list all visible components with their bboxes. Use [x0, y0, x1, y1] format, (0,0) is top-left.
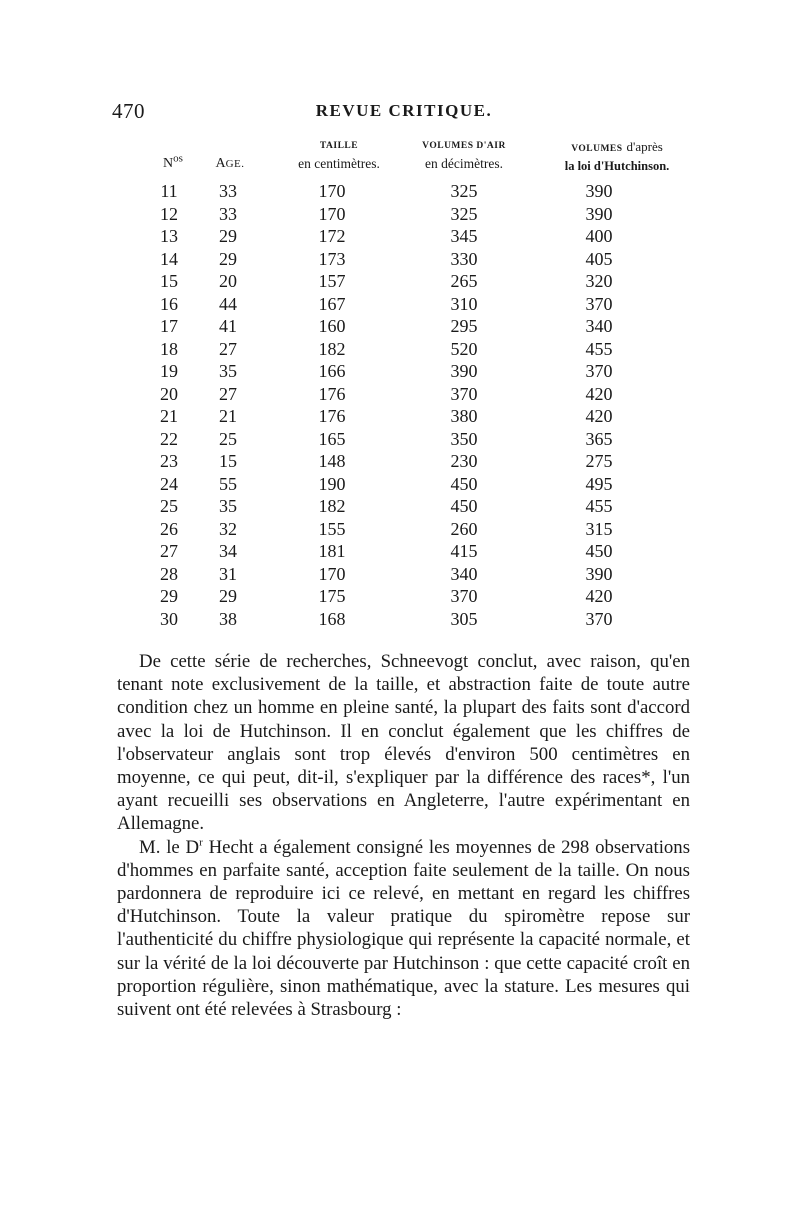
cell-number: 26	[160, 518, 178, 539]
column-header-number	[150, 152, 196, 172]
cell-air-volume: 450	[450, 473, 478, 494]
cell-air-volume: 520	[450, 338, 478, 359]
cell-number: 19	[160, 361, 178, 381]
cell-hutchinson-volume: 420	[585, 406, 613, 426]
cell-hutchinson-volume: 340	[585, 316, 613, 336]
cell-number: 30	[160, 608, 178, 629]
cell-taille: 176	[318, 383, 346, 404]
cell-number: 28	[160, 563, 178, 584]
cell-number: 13	[160, 226, 178, 246]
cell-air-volume: 380	[450, 406, 478, 426]
cell-hutchinson-volume: 400	[585, 226, 613, 246]
table-row	[0, 450, 800, 473]
table-row	[0, 405, 800, 428]
cell-number: 12	[160, 203, 178, 224]
cell-taille: 182	[318, 496, 346, 516]
cell-age: 29	[219, 586, 237, 606]
cell-number: 17	[160, 316, 178, 336]
cell-hutchinson-volume: 455	[585, 338, 613, 359]
table-row	[0, 270, 800, 293]
cell-taille: 170	[318, 181, 346, 201]
page-number: 470	[112, 99, 145, 123]
table-row	[0, 473, 800, 496]
cell-taille: 157	[318, 271, 346, 291]
paragraph-2-sup: r	[199, 836, 203, 849]
table-row	[0, 518, 800, 541]
table-row	[0, 315, 800, 338]
table-row	[0, 225, 800, 248]
cell-taille: 181	[318, 541, 346, 561]
column-header-taille	[262, 138, 416, 172]
cell-hutchinson-volume: 275	[585, 451, 613, 471]
cell-taille: 166	[318, 361, 346, 381]
cell-hutchinson-volume: 390	[585, 563, 613, 584]
cell-taille: 190	[318, 473, 346, 494]
cell-age: 33	[219, 203, 237, 224]
cell-air-volume: 260	[450, 518, 478, 539]
cell-air-volume: 325	[450, 181, 478, 201]
column-header-age	[200, 155, 260, 173]
table-row	[0, 428, 800, 451]
cell-age: 41	[219, 316, 237, 336]
cell-air-volume: 415	[450, 541, 478, 561]
cell-taille: 173	[318, 248, 346, 269]
cell-taille: 168	[318, 608, 346, 629]
cell-taille: 148	[318, 451, 346, 471]
cell-hutchinson-volume: 320	[585, 271, 613, 291]
cell-taille: 170	[318, 203, 346, 224]
paragraph-2-rest: Hecht a également consigné les moyennes de 298 observations d'hommes en parfaite santé, acception faite seulement de la taille. On nous pardonnera de reproduire ici ce relevé, en mettant en regard les chiffres d'Hutchinson. Toute la valeur pratique du spiromètre repose sur l'authenticité du chiffre physiologique qui représente la capacité normale, et sur la vérité de la loi découverte par Hutchinson : que cette capacité croît en proportion régulière, sinon mathématique, avec la stature. Les mesures qui suivent ont été relevées à Strasbourg :	[117, 836, 690, 1021]
table-row	[0, 383, 800, 406]
running-title: REVUE CRITIQUE.	[315, 101, 493, 120]
cell-age: 15	[219, 451, 237, 471]
cell-age: 27	[219, 338, 237, 359]
cell-hutchinson-volume: 365	[585, 428, 613, 449]
column-header-hutchinson	[548, 138, 686, 175]
cell-taille: 155	[318, 518, 346, 539]
cell-age: 29	[219, 248, 237, 269]
cell-hutchinson-volume: 405	[585, 248, 613, 269]
cell-age: 35	[219, 361, 237, 381]
table-row	[0, 608, 800, 631]
column-header-taille-line2: en centimètres.	[298, 156, 380, 171]
column-header-number-base: N	[163, 156, 174, 171]
cell-number: 15	[160, 271, 178, 291]
table-row	[0, 248, 800, 271]
cell-number: 25	[160, 496, 178, 516]
table-row	[0, 540, 800, 563]
cell-taille: 172	[318, 226, 346, 246]
cell-age: 38	[219, 608, 237, 629]
cell-air-volume: 325	[450, 203, 478, 224]
cell-age: 32	[219, 518, 237, 539]
paragraph-1: De cette série de recherches, Schneevogt conclut, avec raison, qu'en tenant note exclusivement de la taille, et abstraction faite de toute autre condition chez un homme en pleine santé, la plupart des faits sont d'accord avec la loi de Hutchinson. Il en conclut également que les chiffres de l'observateur anglais sont trop élevés d'environ 500 centimètres en moyenne, ce qui peut, dit-il, s'expliquer par la différence des races*, l'un ayant recueilli ses observations en Angleterre, l'autre expérimentant en Allemagne.	[117, 651, 690, 835]
cell-air-volume: 370	[450, 586, 478, 606]
cell-age: 25	[219, 428, 237, 449]
cell-air-volume: 340	[450, 563, 478, 584]
cell-taille: 175	[318, 586, 346, 606]
cell-air-volume: 295	[450, 316, 478, 336]
cell-air-volume: 370	[450, 383, 478, 404]
cell-age: 29	[219, 226, 237, 246]
table-row	[0, 563, 800, 586]
cell-hutchinson-volume: 370	[585, 608, 613, 629]
table-row	[0, 495, 800, 518]
cell-number: 18	[160, 338, 178, 359]
cell-age: 55	[219, 473, 237, 494]
cell-taille: 165	[318, 428, 346, 449]
cell-number: 23	[160, 451, 178, 471]
cell-hutchinson-volume: 420	[585, 383, 613, 404]
paragraph-2-lead: M. le D	[139, 836, 200, 858]
cell-air-volume: 345	[450, 226, 478, 246]
table-row	[0, 338, 800, 361]
column-header-taille-line1: TAILLE	[319, 141, 359, 151]
cell-age: 21	[219, 406, 237, 426]
cell-age: 33	[219, 181, 237, 201]
cell-taille: 160	[318, 316, 346, 336]
cell-air-volume: 450	[450, 496, 478, 516]
cell-air-volume: 390	[450, 361, 478, 381]
table-row	[0, 585, 800, 608]
body-text	[117, 650, 690, 1021]
cell-air-volume: 310	[450, 293, 478, 314]
cell-age: 44	[219, 293, 237, 314]
column-header-air-line1: VOLUMES D'AIR	[422, 141, 506, 151]
cell-age: 20	[219, 271, 237, 291]
table-row	[0, 293, 800, 316]
cell-age: 34	[219, 541, 237, 561]
cell-air-volume: 330	[450, 248, 478, 269]
table-row	[0, 180, 800, 203]
cell-number: 20	[160, 383, 178, 404]
cell-taille: 170	[318, 563, 346, 584]
cell-hutchinson-volume: 455	[585, 496, 613, 516]
paragraph-2	[117, 836, 690, 1022]
cell-hutchinson-volume: 315	[585, 518, 613, 539]
cell-number: 24	[160, 473, 178, 494]
cell-hutchinson-volume: 390	[585, 181, 613, 201]
column-header-age-first: A	[215, 156, 226, 171]
cell-number: 21	[160, 406, 178, 426]
cell-hutchinson-volume: 450	[585, 541, 613, 561]
column-header-hutchinson-line2: la loi d'Hutchinson.	[564, 159, 670, 173]
column-header-air-line2: en décimètres.	[425, 156, 503, 171]
cell-age: 31	[219, 563, 237, 584]
cell-taille: 182	[318, 338, 346, 359]
cell-hutchinson-volume: 495	[585, 473, 613, 494]
column-header-age-rest: GE.	[225, 158, 245, 170]
cell-number: 27	[160, 541, 178, 561]
data-table	[0, 180, 800, 630]
column-header-air	[395, 138, 533, 172]
column-header-hutchinson-line1a: VOLUMES	[571, 144, 623, 154]
cell-number: 16	[160, 293, 178, 314]
cell-age: 27	[219, 383, 237, 404]
cell-number: 14	[160, 248, 178, 269]
cell-number: 22	[160, 428, 178, 449]
cell-hutchinson-volume: 420	[585, 586, 613, 606]
cell-air-volume: 305	[450, 608, 478, 629]
cell-hutchinson-volume: 370	[585, 293, 613, 314]
cell-age: 35	[219, 496, 237, 516]
table-row	[0, 203, 800, 226]
cell-air-volume: 230	[450, 451, 478, 471]
cell-taille: 176	[318, 406, 346, 426]
cell-air-volume: 265	[450, 271, 478, 291]
cell-number: 11	[160, 181, 178, 201]
cell-hutchinson-volume: 390	[585, 203, 613, 224]
column-header-number-sup: os	[173, 152, 183, 165]
cell-hutchinson-volume: 370	[585, 361, 613, 381]
table-row	[0, 360, 800, 383]
cell-air-volume: 350	[450, 428, 478, 449]
column-header-hutchinson-line1b: d'après	[626, 139, 663, 154]
cell-number: 29	[160, 586, 178, 606]
cell-taille: 167	[318, 293, 346, 314]
